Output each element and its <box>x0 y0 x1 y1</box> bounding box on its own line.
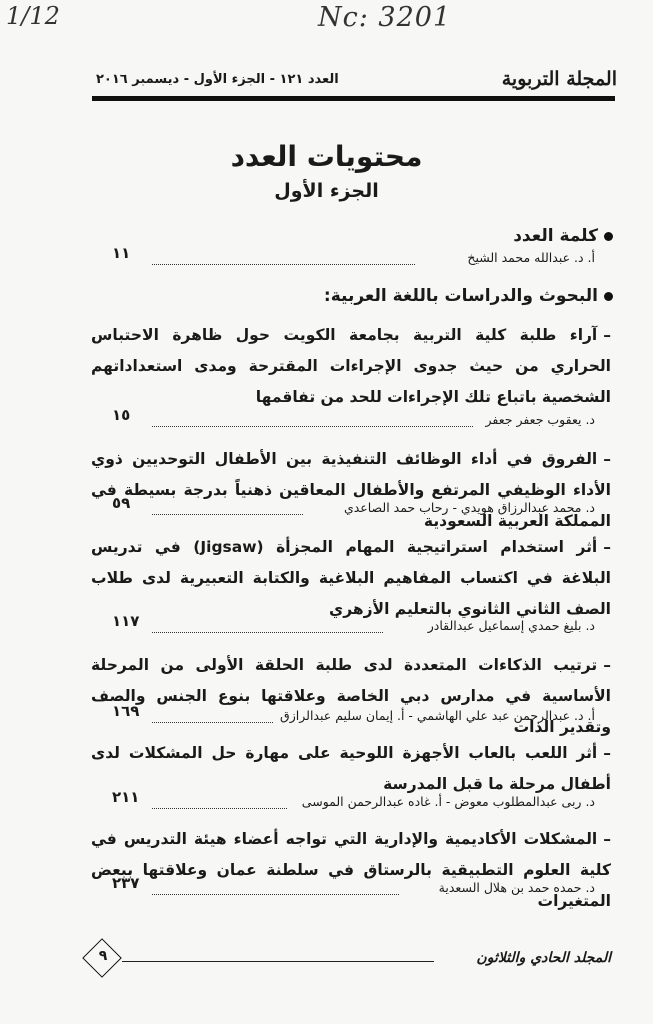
journal-name: المجلة التربوية <box>501 68 617 90</box>
entry-title: –أثر استخدام استراتيجية المهام المجزأة (Jigsaw) في تدريس البلاغة في اكتساب المفاهيم البلاغية والكتابة التعبيرية لدى طلاب الصف الثاني الثانوي بالتعليم الأزهري <box>91 538 611 618</box>
entry-title: –ترتيب الذكاءات المتعددة لدى طلبة الحلقة الأولى من المرحلة الأساسية في مدارس دبي الخاصة وعلاقتها بنوع الجنس والصف وتقدير الذات <box>91 656 611 736</box>
issue-info: العدد ١٢١ - الجزء الأول - ديسمبر ٢٠١٦ <box>96 72 339 87</box>
entry-page: ٢١١ <box>112 788 140 806</box>
handwritten-catalog-number: Nc: 3201 <box>318 2 452 33</box>
bullet-icon <box>604 232 613 241</box>
dot-leader <box>152 808 287 809</box>
dot-leader <box>152 894 399 895</box>
entry-author: أ. د. عبدالرحمن عبد علي الهاشمي - أ. إيمان سليم عبدالرازق <box>280 708 595 723</box>
entry-page: ٥٩ <box>112 494 131 512</box>
entry-author: د. حمده حمد بن هلال السعدية <box>438 880 595 895</box>
toc-entry <box>112 494 595 524</box>
toc-entry <box>112 612 595 642</box>
entry-title: –أثر اللعب بالعاب الأجهزة اللوحية على مهارة حل المشكلات لدى أطفال مرحلة ما قبل المدرسة <box>91 744 611 793</box>
toc-entry <box>112 702 595 732</box>
entry-page: ١١ <box>112 244 131 262</box>
toc-entry <box>112 788 595 818</box>
entry-page: ١٥ <box>112 406 131 424</box>
bullet-icon <box>604 292 613 301</box>
entry-page: ٢٣٧ <box>112 874 140 892</box>
entry-page: ١٦٩ <box>112 702 140 720</box>
section-heading: البحوث والدراسات باللغة العربية: <box>324 286 613 306</box>
section-heading: كلمة العدد <box>513 226 613 246</box>
entry-page: ١١٧ <box>112 612 140 630</box>
header-rule <box>92 96 615 101</box>
dot-leader <box>152 722 273 723</box>
running-header <box>82 70 617 96</box>
entry-title: –المشكلات الأكاديمية والإدارية التي تواجه أعضاء هيئة التدريس في كلية العلوم التطبيقية بالرستاق في سلطنة عمان وعلاقتها ببعض المتغيرات <box>91 830 611 910</box>
handwritten-corner-note: 1/12 <box>6 2 60 30</box>
entry-author: أ. د. عبدالله محمد الشيخ <box>467 250 595 265</box>
toc-entry <box>112 244 595 274</box>
volume-footer: المجلد الحادي والثلاثون <box>476 950 611 966</box>
dot-leader <box>152 426 473 427</box>
footer-rule <box>122 961 434 962</box>
entry-author: د. بليغ حمدي إسماعيل عبدالقادر <box>427 618 595 633</box>
entry-author: د. محمد عبدالرزاق هويدي - رحاب حمد الصاعدي <box>343 500 595 515</box>
dot-leader <box>152 514 303 515</box>
page-title: محتويات العدد <box>230 140 423 173</box>
toc-entry <box>112 874 595 904</box>
dot-leader <box>152 632 383 633</box>
entry-title: –الفروق في أداء الوظائف التنفيذية بين الأطفال التوحديين ذوي الأداء الوظيفي المرتفع والأطفال المعاقين ذهنياً بدرجة بسيطة في المملكة العربية السعودية <box>91 450 611 530</box>
entry-author: د. يعقوب جعفر جعفر <box>485 412 595 427</box>
entry-title: –آراء طلبة كلية التربية بجامعة الكويت حول ظاهرة الاحتباس الحراري من حيث جدوى الإجراءات المقترحة ومدى استعداداتهم الشخصية باتباع تلك الإجراءات للحد من تفاقمها <box>91 326 611 406</box>
entry-author: د. ربى عبدالمطلوب معوض - أ. غاده عبدالرحمن الموسى <box>301 794 595 809</box>
toc-entry <box>112 406 595 436</box>
page-number: ٩ <box>98 948 108 964</box>
page-subtitle: الجزء الأول <box>274 180 379 202</box>
dot-leader <box>152 264 415 265</box>
